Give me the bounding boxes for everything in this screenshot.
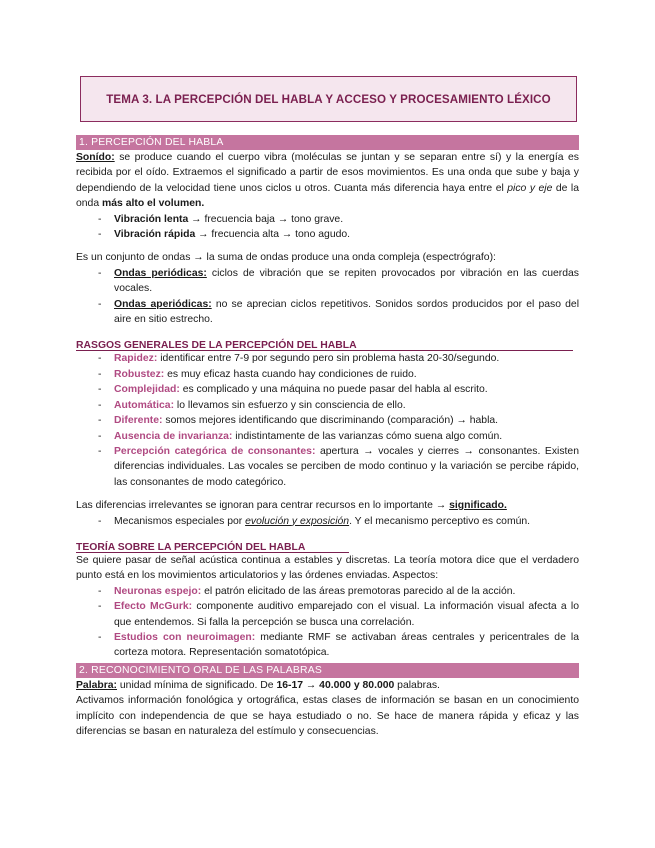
title-box <box>80 76 577 122</box>
ondas-intro: Es un conjunto de ondas → la suma de ondas produce una onda compleja (espectrógrafo): <box>76 252 496 264</box>
teoria-intro: Se quiere pasar de señal acústica continua a estables y discretas. La teoría motora dice que el verdadero punto está en los movimientos articulatorios y las órdenes enviadas. Aspectos: <box>76 554 579 582</box>
list-item: - Vibración lenta → frecuencia baja → tono grave. <box>98 213 344 225</box>
list-item: - Estudios con neuroimagen: mediante RMF se activaban áreas centrales y pericentrales de la corteza motora. Representación somatotópica. <box>98 631 579 659</box>
list-item: - Neuronas espejo: el patrón elicitado de las áreas premotoras parecido al de la acción. <box>98 585 516 597</box>
rasgos-list <box>76 351 579 490</box>
mecanismos-list <box>76 514 579 529</box>
section-bar-percepcion: 1. PERCEPCIÓN DEL HABLA <box>76 135 579 150</box>
list-item: - Ondas aperiódicas: no se aprecian ciclos repetitivos. Sonidos sordos producidos por el paso del aire en sitio estrecho. <box>98 298 580 326</box>
list-item: - Mecanismos especiales por evolución y exposición. Y el mecanismo perceptivo es común. <box>98 515 531 527</box>
list-item: - Robustez: es muy eficaz hasta cuando hay condiciones de ruido. <box>98 368 417 380</box>
document-page <box>76 76 579 739</box>
palabra-paragraph: Palabra: unidad mínima de significado. De 16-17 → 40.000 y 80.000 palabras. <box>76 679 440 691</box>
list-item: - Vibración rápida → frecuencia alta → tono agudo. <box>98 229 351 241</box>
teoria-heading-wrap <box>76 537 579 553</box>
sonido-term: Sonído: <box>76 152 115 163</box>
diferencias-paragraph: Las diferencias irrelevantes se ignoran para centrar recursos en lo importante → significado. <box>76 500 507 512</box>
list-item: - Efecto McGurk: componente auditivo emparejado con el visual. La información visual afecta a lo que entendemos. Si falla la percepción se busca una correlación. <box>98 601 579 628</box>
ondas-list <box>76 266 579 328</box>
list-item: - Ondas periódicas: ciclos de vibración que se repiten provocados por vibración en las cuerdas vocales. <box>98 267 579 295</box>
list-item: - Automática: lo llevamos sin esfuerzo y sin consciencia de ello. <box>98 399 406 411</box>
activamos-paragraph: Activamos información fonológica y ortográfica, estas clases de información se basan en un conocimiento implícito con independencia de que se haya estudiado o no. Se hace de manera rápida y eficaz y las diferencias se basan en naturaleza del estímulo y consecuencias. <box>76 695 579 737</box>
sonido-paragraph: Sonído: se produce cuando el cuerpo vibra (moléculas se juntan y se separan entre sí) y la energía es recibida por el oído. Extraemos el significado a partir de esos movimientos. Es una onda que sube y baja y dependiendo de la velocidad tiene unos ciclos u otros. Cuanta más diferencia haya entre el pico y eje de la onda más alto el volumen. <box>76 152 579 210</box>
list-item: - Rapidez: identificar entre 7-9 por segundo pero sin problema hasta 20-30/segundo. <box>98 353 500 365</box>
section-bar-reconocimiento: 2. RECONOCIMIENTO ORAL DE LAS PALABRAS <box>76 663 579 678</box>
document-title: TEMA 3. LA PERCEPCIÓN DEL HABLA Y ACCESO Y PROCESAMIENTO LÉXICO <box>106 92 551 106</box>
list-item: - Percepción categórica de consonantes: apertura → vocales y cierres → consonantes. Existen diferencias individuales. Las vocales se perciben de modo continuo y la variación se percibe rápido, las consonantes de modo categórico. <box>98 445 579 488</box>
list-item: - Complejidad: es complicado y una máquina no puede pasar del habla al escrito. <box>98 384 488 396</box>
list-item: - Diferente: somos mejores identificando que discriminando (comparación) → habla. <box>98 415 499 427</box>
list-item: - Ausencia de invarianza: indistintamente de las varianzas cómo suena algo común. <box>98 430 503 442</box>
teoria-list <box>76 584 579 661</box>
vibracion-list <box>76 212 579 243</box>
rasgos-heading: RASGOS GENERALES DE LA PERCEPCIÓN DEL HABLA <box>76 340 357 352</box>
rasgos-heading-wrap <box>76 335 579 351</box>
teoria-heading: TEORÍA SOBRE LA PERCEPCIÓN DEL HABLA <box>76 541 306 553</box>
